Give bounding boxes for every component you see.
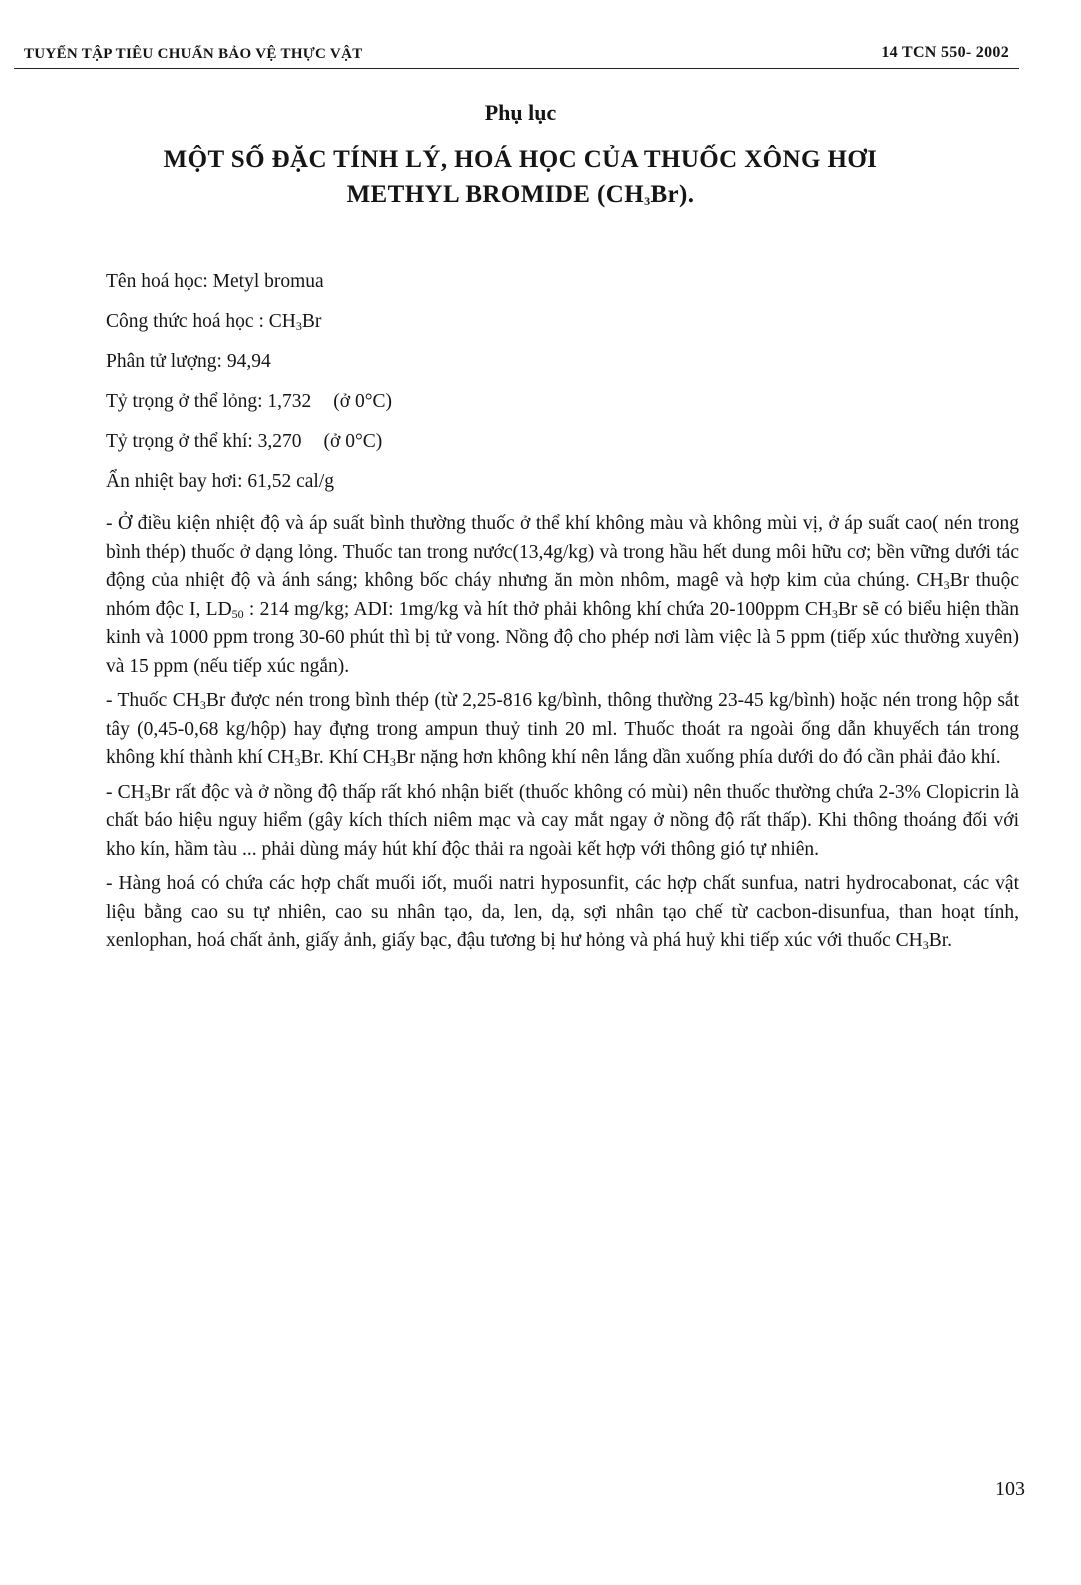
page-title — [100, 142, 941, 212]
paragraph-physical-properties: - Ở điều kiện nhiệt độ và áp suất bình thường thuốc ở thể khí không màu và không mùi vị, ở áp suất cao( nén trong bình thép) thuốc ở dạng lỏng. Thuốc tan trong nước(13,4g/kg) và trong hầu hết dung môi hữu cơ; bền vững dưới tác động của nhiệt độ và ánh sáng; không bốc cháy nhưng ăn mòn nhôm, magê và hợp kim của chúng. $CH_3Br$ thuộc nhóm độc I, $LD_{50}$ : 214 mg/kg; ADI: 1mg/kg và hít thở phải không khí chứa 20-100ppm $CH_3Br$ sẽ có biểu hiện thần kinh và 1000 ppm trong 30-60 phút thì bị tử vong. Nồng độ cho phép nơi làm việc là 5 ppm (tiếp xúc thường xuyên) và 15 ppm (nếu tiếp xúc ngắn). — [106, 513, 1019, 677]
property-list — [106, 262, 392, 502]
paragraph-packaging: - Thuốc $CH_3Br$ được nén trong bình thép (từ 2,25-816 kg/bình, thông thường 23-45 kg/bình) hoặc nén trong hộp sắt tây (0,45-0,68 kg/hộp) hay đựng trong ampun thuỷ tinh 20 ml. Thuốc thoát ra ngoài ống dẫn khuyếch tán trong không khí thành khí $CH_3Br$. Khí $CH_3Br$ nặng hơn không khí nên lắng dần xuống phía dưới do đó cần phải đảo khí. — [106, 690, 1019, 769]
property-chemical-name: Tên hoá học: Metyl bromua — [106, 271, 324, 292]
property-molecular-weight: Phân tử lượng: 94,94 — [106, 351, 271, 372]
paragraph-damaged-goods: - Hàng hoá có chứa các hợp chất muối iốt, muối natri hyposunfit, các hợp chất sunfua, natri hydrocabonat, các vật liệu bằng cao su tự nhiên, cao su nhân tạo, da, len, dạ, sợi nhân tạo chế từ cacbon-disunfua, than hoạt tính, xenlophan, hoá chất ảnh, giấy ảnh, giấy bạc, đậu tương bị hư hỏng và phá huỷ khi tiếp xúc với thuốc $CH_3Br$. — [106, 873, 1019, 952]
running-header — [24, 44, 1009, 66]
title-line-2: METHYL BROMIDE $(CH_3Br)$. — [346, 181, 695, 208]
property-liquid-density: Tỷ trọng ở thể lỏng: 1,732 (ở 0°C) — [106, 391, 393, 412]
property-latent-heat: Ẩn nhiệt bay hơi: 61,52 cal/g — [106, 471, 335, 492]
title-line-1: MỘT SỐ ĐẶC TÍNH LÝ, HOÁ HỌC CỦA THUỐC XÔNG HƠI — [163, 146, 878, 173]
header-standard-code: 14 TCN 550- 2002 — [881, 44, 1009, 61]
header-series-title: TUYỂN TẬP TIÊU CHUẨN BẢO VỆ THỰC VẬT — [24, 46, 363, 62]
property-formula: Công thức hoá học : $CH_3Br$ — [106, 311, 322, 333]
header-divider — [14, 68, 1019, 69]
page-number: 103 — [995, 1478, 1025, 1500]
body-text — [106, 510, 1019, 962]
paragraph-toxicity-warning: - $CH_3Br$ rất độc và ở nồng độ thấp rất khó nhận biết (thuốc không có mùi) nên thuốc thường chứa 2-3% Clopicrin là chất báo hiệu nguy hiểm (gây kích thích niêm mạc và cay mắt ngay ở nồng độ rất thấp). Khi thông thoáng đối với kho kín, hầm tàu ... phải dùng máy hút khí độc thải ra ngoài kết hợp với thông gió tự nhiên. — [106, 781, 1019, 860]
property-gas-density: Tỷ trọng ở thể khí: 3,270 (ở 0°C) — [106, 431, 383, 452]
appendix-label: Phụ lục — [484, 100, 557, 125]
